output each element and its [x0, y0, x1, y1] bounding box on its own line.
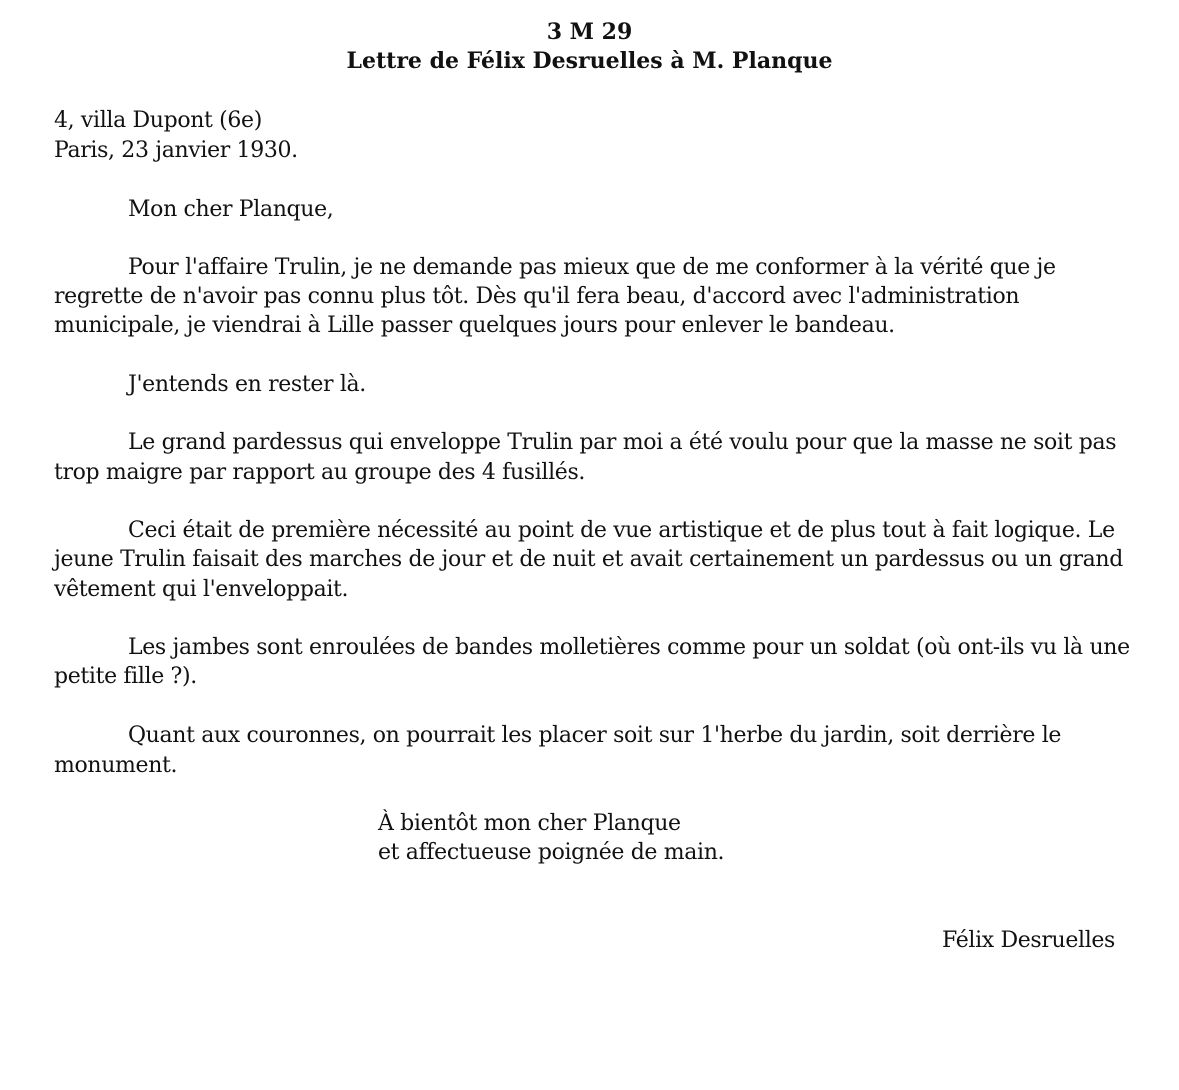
- paragraph-line: regrette de n'avoir pas connu plus tôt. Dès qu'il fera beau, d'accord avec l'administration: [54, 284, 1020, 309]
- paragraph-line: Les jambes sont enroulées de bandes molletières comme pour un soldat (où ont-ils vu là une: [128, 635, 1130, 660]
- paragraph-line: Quant aux couronnes, on pourrait les placer soit sur 1'herbe du jardin, soit derrière le: [128, 723, 1062, 748]
- signature: Félix Desruelles: [942, 928, 1115, 953]
- paragraph-line: municipale, je viendrai à Lille passer quelques jours pour enlever le bandeau.: [54, 313, 895, 338]
- salutation: Mon cher Planque,: [128, 197, 334, 222]
- document-title: Lettre de Félix Desruelles à M. Planque: [346, 48, 833, 74]
- closing-line: et affectueuse poignée de main.: [378, 840, 725, 865]
- paragraph-line: Ceci était de première nécessité au point de vue artistique et de plus tout à fait logique. Le: [128, 518, 1115, 543]
- paragraph-line: petite fille ?).: [54, 664, 197, 689]
- paragraph-line: Le grand pardessus qui enveloppe Trulin par moi a été voulu pour que la masse ne soit pas: [128, 430, 1117, 455]
- paragraph-line: J'entends en rester là.: [128, 372, 366, 397]
- document-reference: 3 M 29: [546, 19, 633, 45]
- paragraph-line: trop maigre par rapport au groupe des 4 fusillés.: [54, 460, 586, 485]
- paragraph-line: jeune Trulin faisait des marches de jour et de nuit et avait certainement un pardessus ou un grand: [54, 547, 1123, 572]
- paragraph-line: vêtement qui l'enveloppait.: [54, 577, 349, 602]
- address-line: 4, villa Dupont (6e): [54, 108, 262, 133]
- date-line: Paris, 23 janvier 1930.: [54, 138, 298, 163]
- paragraph-line: monument.: [54, 753, 178, 778]
- closing-line: À bientôt mon cher Planque: [378, 811, 681, 836]
- paragraph-line: Pour l'affaire Trulin, je ne demande pas mieux que de me conformer à la vérité que je: [128, 255, 1056, 280]
